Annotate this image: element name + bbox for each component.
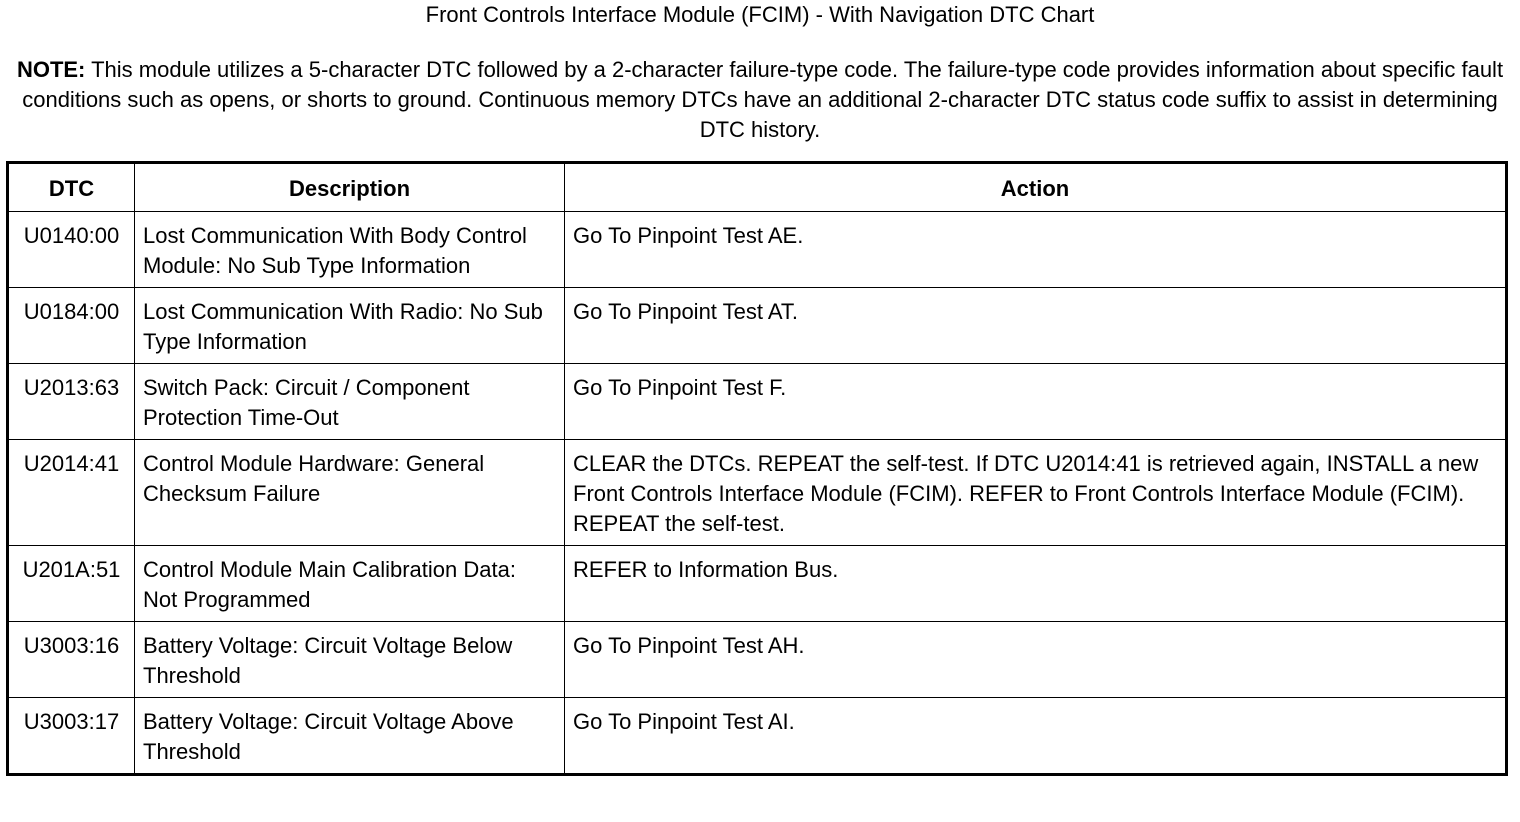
dtc-description: Control Module Main Calibration Data: Not Programmed (135, 546, 565, 622)
dtc-code: U3003:16 (8, 622, 135, 698)
header-dtc: DTC (8, 163, 135, 212)
table-header-row (8, 163, 1507, 212)
dtc-description: Battery Voltage: Circuit Voltage Above Threshold (135, 698, 565, 775)
dtc-code: U201A:51 (8, 546, 135, 622)
dtc-description: Lost Communication With Radio: No Sub Type Information (135, 288, 565, 364)
table-row (8, 698, 1507, 775)
table-row (8, 440, 1507, 546)
dtc-action: Go To Pinpoint Test F. (565, 364, 1507, 440)
dtc-action: Go To Pinpoint Test AE. (565, 212, 1507, 288)
dtc-table (6, 161, 1508, 776)
dtc-action: Go To Pinpoint Test AT. (565, 288, 1507, 364)
dtc-action: REFER to Information Bus. (565, 546, 1507, 622)
header-description: Description (135, 163, 565, 212)
dtc-description: Switch Pack: Circuit / Component Protection Time-Out (135, 364, 565, 440)
table-row (8, 546, 1507, 622)
note-text: This module utilizes a 5-character DTC followed by a 2-character failure-type code. The failure-type code provides information about specific fault conditions such as opens, or shorts to ground. Continuous memory DTCs have an additional 2-character DTC status code suffix to assist in determining DTC history. (22, 57, 1504, 142)
table-row (8, 212, 1507, 288)
dtc-description: Battery Voltage: Circuit Voltage Below Threshold (135, 622, 565, 698)
table-row (8, 288, 1507, 364)
dtc-code: U3003:17 (8, 698, 135, 775)
note-paragraph (10, 55, 1510, 145)
dtc-description: Lost Communication With Body Control Module: No Sub Type Information (135, 212, 565, 288)
table-row (8, 364, 1507, 440)
dtc-code: U2013:63 (8, 364, 135, 440)
dtc-action: Go To Pinpoint Test AI. (565, 698, 1507, 775)
table-row (8, 622, 1507, 698)
page-title: Front Controls Interface Module (FCIM) - With Navigation DTC Chart (425, 2, 1095, 27)
dtc-description: Control Module Hardware: General Checksum Failure (135, 440, 565, 546)
dtc-code: U0184:00 (8, 288, 135, 364)
dtc-code: U2014:41 (8, 440, 135, 546)
dtc-code: U0140:00 (8, 212, 135, 288)
dtc-action: Go To Pinpoint Test AH. (565, 622, 1507, 698)
header-action: Action (565, 163, 1507, 212)
note-label: NOTE: (16, 57, 86, 82)
dtc-action: CLEAR the DTCs. REPEAT the self-test. If DTC U2014:41 is retrieved again, INSTALL a new Front Controls Interface Module (FCIM). REFER to Front Controls Interface Module (FCIM). REPEAT the self-test. (565, 440, 1507, 546)
